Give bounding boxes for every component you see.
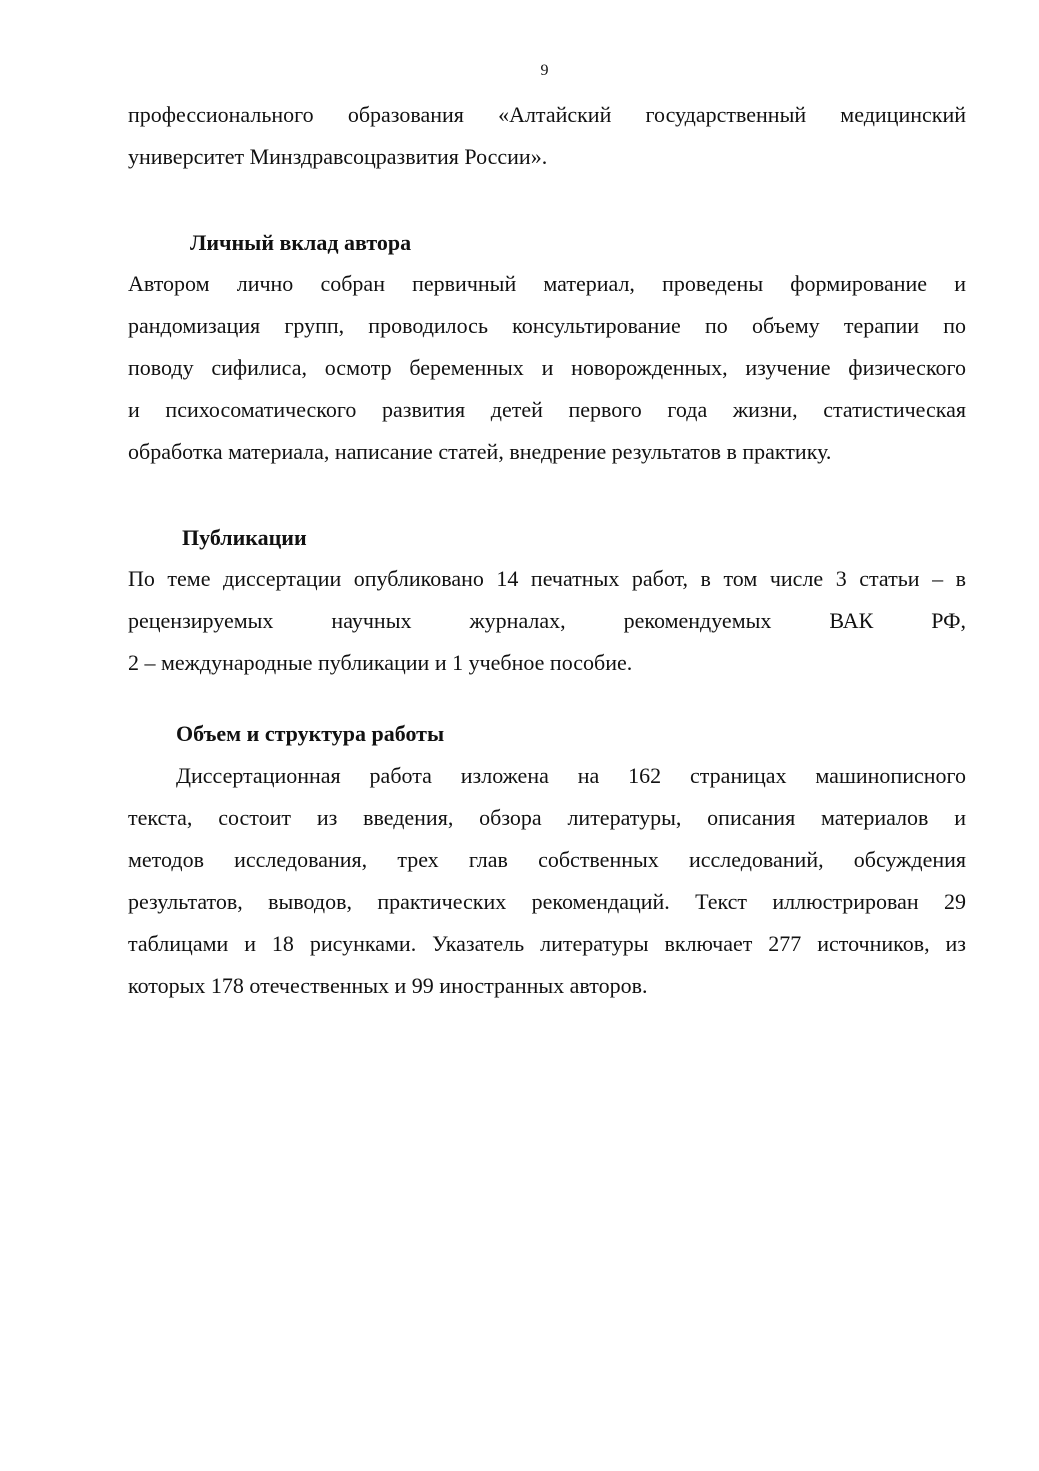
- personal-contribution-paragraph: [128, 263, 966, 473]
- text-line: таблицами и 18 рисунками. Указатель литературы включает 277 источников, из: [128, 931, 966, 956]
- text-line: обработка материала, написание статей, внедрение результатов в практику.: [128, 439, 832, 464]
- section-heading-personal-contribution: Личный вклад автора: [190, 230, 412, 255]
- text-line: рандомизация групп, проводилось консультирование по объему терапии по: [128, 313, 966, 338]
- text-line: По теме диссертации опубликовано 14 печатных работ, в том числе 3 статьи – в: [128, 566, 966, 591]
- publications-paragraph: [128, 558, 966, 684]
- intro-paragraph: [128, 94, 966, 178]
- text-line: методов исследования, трех глав собственных исследований, обсуждения: [128, 847, 966, 872]
- text-line: Автором лично собран первичный материал, проведены формирование и: [128, 271, 966, 296]
- text-line: результатов, выводов, практических рекомендаций. Текст иллюстрирован 29: [128, 889, 966, 914]
- section-heading-publications: Публикации: [182, 525, 307, 550]
- section-heading-structure: Объем и структура работы: [176, 721, 445, 746]
- text-line: рецензируемых научных журналах, рекомендуемых ВАК РФ,: [128, 608, 966, 633]
- structure-paragraph: [128, 755, 966, 1007]
- text-line: 2 – международные публикации и 1 учебное пособие.: [128, 650, 633, 675]
- text-line: университет Минздравсоцразвития России».: [128, 144, 548, 169]
- text-line: поводу сифилиса, осмотр беременных и новорожденных, изучение физического: [128, 355, 966, 380]
- text-line: профессионального образования «Алтайский государственный медицинский: [128, 102, 966, 127]
- text-line: Диссертационная работа изложена на 162 страницах машинописного: [176, 763, 966, 788]
- page-number: 9: [540, 62, 549, 79]
- text-line: текста, состоит из введения, обзора литературы, описания материалов и: [128, 805, 966, 830]
- text-line: и психосоматического развития детей первого года жизни, статистическая: [128, 397, 966, 422]
- text-line: которых 178 отечественных и 99 иностранных авторов.: [128, 973, 648, 998]
